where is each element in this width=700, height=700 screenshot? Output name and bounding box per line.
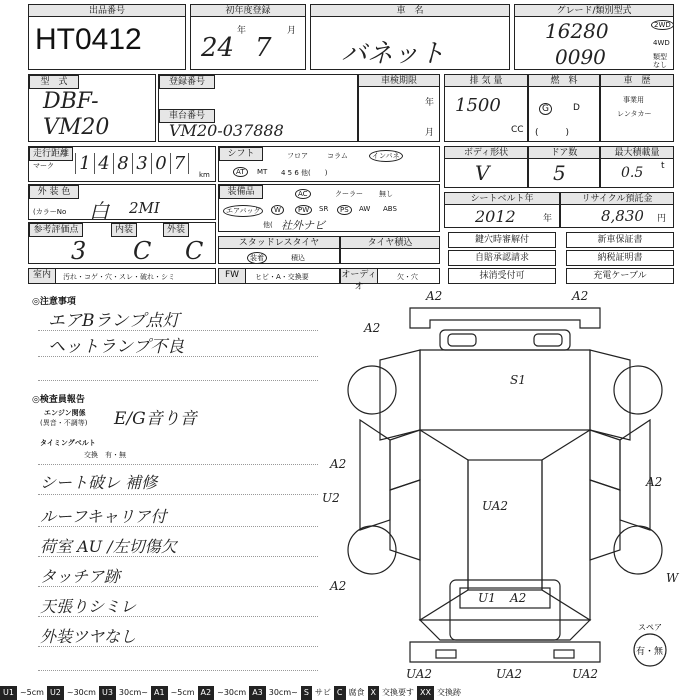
equip-sr: SR — [319, 205, 329, 213]
seatbelt-label: シートベルト年 — [445, 193, 559, 205]
damage-mark: A2 — [330, 457, 347, 471]
capacity-label: 最大積載量 — [601, 147, 673, 159]
fw-box — [218, 268, 340, 284]
legend-desc: ~30cm — [217, 688, 247, 697]
report-rule — [38, 586, 318, 587]
legend-key: A2 — [198, 686, 215, 700]
reg-no-label: 登録番号 — [159, 75, 215, 89]
history-business: 事業用 — [623, 96, 644, 104]
legend-key: U2 — [47, 686, 64, 700]
damage-mark: U2 — [322, 491, 340, 505]
note-rule — [38, 356, 318, 357]
equip-aw: AW — [359, 205, 371, 213]
legend-desc: 腐食 — [348, 688, 365, 697]
shift-floor: フロア — [287, 152, 308, 160]
damage-legend — [0, 686, 700, 700]
score-label: 参考評価点 — [29, 223, 83, 237]
inspector-engine-label: エンジン関係 — [44, 409, 86, 417]
grade-label: グレード/類別型式 — [515, 5, 673, 17]
damage-mark: UA2 — [496, 667, 523, 681]
mileage-digit: 1 — [75, 153, 94, 174]
note-line-2: ヘットランプ不良 — [48, 337, 184, 357]
chassis-label: 車台番号 — [159, 109, 215, 123]
equip-airbag: エアバッグ — [223, 205, 263, 217]
studless-loaded: 積込 — [291, 254, 305, 262]
legend-key: A3 — [249, 686, 266, 700]
audio-items: 欠・穴 — [397, 273, 418, 281]
spare-label: スペア — [638, 623, 662, 632]
doors-box — [528, 146, 600, 188]
inspection-month: 月 — [425, 128, 435, 138]
grade-4wd: 4WD — [653, 39, 670, 47]
legend-desc: 30cm~ — [268, 688, 298, 697]
equip-abs: ABS — [383, 205, 397, 213]
legend-desc: ~5cm — [170, 688, 195, 697]
fuel-d: D — [573, 103, 580, 113]
inspector-timing-sub: 交換 有・無 — [84, 451, 126, 459]
recycle-yen: 円 — [657, 214, 667, 224]
report-line-1: シート破レ 補修 — [40, 473, 158, 492]
shift-inpane: インパネ — [369, 150, 403, 162]
report-line-4: タッチア跡 — [40, 567, 121, 586]
studless-mounted: 装着 — [247, 252, 267, 264]
first-reg-month: 7 — [255, 33, 272, 63]
equip-other-label: 他( — [263, 221, 273, 229]
recycle-label: リサイクル預託金 — [561, 193, 673, 205]
fw-label: FW — [218, 268, 246, 284]
grade-none: 類型なし — [653, 53, 667, 69]
equip-ac: AC — [295, 189, 311, 199]
equip-none: 無し — [379, 190, 393, 198]
damage-mark: A2 — [572, 289, 589, 303]
damage-mark: U1 — [478, 591, 496, 605]
exterior-score: C — [185, 237, 204, 265]
doors-value: 5 — [553, 161, 566, 185]
legend-key: X — [368, 686, 379, 700]
studless-box — [218, 236, 340, 264]
body-value: V — [475, 161, 490, 185]
equip-pw: PW — [295, 205, 312, 215]
mileage-unit: km — [199, 171, 210, 179]
score-box — [28, 222, 216, 264]
note-line-1: エアBランプ点灯 — [48, 311, 180, 331]
legend-desc: ~5cm — [19, 688, 44, 697]
shift-column: コラム — [327, 152, 348, 160]
shift-at: AT — [233, 167, 248, 177]
inspector-engine-value: E/G音り音 — [114, 409, 197, 429]
mileage-digit: 7 — [170, 153, 189, 174]
model-box — [28, 74, 156, 142]
damage-mark: UA2 — [572, 667, 599, 681]
grade-2wd: 2WD — [651, 20, 674, 30]
inspection-year: 年 — [425, 98, 435, 108]
first-reg-month-unit: 月 — [287, 26, 297, 36]
capacity-box — [600, 146, 674, 188]
fuel-box — [528, 74, 600, 142]
inspector-engine-sub: (異音・不調等) — [40, 419, 88, 427]
interior-items: 汚れ・コゲ・穴・スレ・破れ・シミ — [63, 273, 175, 281]
mileage-digit: 8 — [113, 153, 132, 174]
note-rule — [38, 380, 318, 381]
color-box — [28, 184, 216, 223]
legend-key: XX — [417, 686, 434, 700]
lot-number: HT0412 — [35, 23, 142, 56]
damage-mark: W — [666, 571, 679, 585]
doc-key-warranty: 鍵穴時審解付 — [448, 232, 556, 248]
color-label: 外 装 色 — [29, 185, 79, 199]
doc-tax: 納税証明書 — [566, 250, 674, 266]
shift-gears: 4 5 6 他( ) — [281, 169, 328, 177]
first-reg-box — [190, 4, 306, 70]
recycle-box — [560, 192, 674, 228]
interior-label: 室内 — [28, 268, 56, 284]
mileage-box — [28, 146, 216, 182]
inspection-box — [358, 74, 440, 142]
model-label: 型 式 — [29, 75, 79, 89]
car-name-label: 車 名 — [311, 5, 509, 17]
engine-label: 排 気 量 — [445, 75, 527, 87]
damage-mark: A2 — [510, 591, 527, 605]
studless-label: スタッドレスタイヤ — [219, 237, 339, 249]
legend-desc: サビ — [314, 688, 331, 697]
report-rule — [38, 616, 318, 617]
notes-label: ◎注意事項 — [32, 297, 76, 307]
fuel-label: 燃 料 — [529, 75, 599, 87]
report-rule — [38, 464, 318, 465]
report-rule — [38, 526, 318, 527]
damage-mark: A2 — [426, 289, 443, 303]
exterior-score-label: 外装 — [163, 223, 189, 237]
score-value: 3 — [71, 237, 87, 265]
model-value-1: DBF- — [43, 89, 99, 114]
legend-key: U1 — [0, 686, 17, 700]
report-rule — [38, 646, 318, 647]
car-damage-diagram — [322, 289, 680, 681]
report-line-2: ルーフキャリア付 — [40, 507, 167, 526]
history-label: 車 歴 — [601, 75, 673, 87]
doc-deregistration: 抹消受付可 — [448, 268, 556, 284]
color-code: 2MI — [129, 199, 160, 217]
lot-box — [28, 4, 186, 70]
history-rental: レンタカー — [617, 110, 652, 118]
legend-desc: 交換跡 — [436, 688, 461, 697]
equip-ps: PS — [337, 205, 352, 215]
capacity-unit: t — [661, 161, 665, 171]
damage-mark: A2 — [330, 579, 347, 593]
seatbelt-year: 年 — [543, 214, 553, 224]
damage-mark: A2 — [364, 321, 381, 335]
equip-w: W — [271, 205, 284, 215]
interior-box — [28, 268, 216, 284]
reg-box — [158, 74, 358, 142]
mileage-digit: 4 — [94, 153, 113, 174]
equipment-box — [218, 184, 440, 232]
tire-label: タイヤ積込 — [341, 237, 439, 249]
car-name-value: バネット — [341, 39, 446, 69]
doc-new-car-warranty: 新車保証書 — [566, 232, 674, 248]
grade-line1: 16280 — [545, 19, 609, 43]
legend-desc: 30cm~ — [118, 688, 148, 697]
seatbelt-box — [444, 192, 560, 228]
doc-charge-cable: 充電ケーブル — [566, 268, 674, 284]
equipment-label: 装備品 — [219, 185, 263, 199]
legend-key: S — [301, 686, 312, 700]
history-box — [600, 74, 674, 142]
report-rule — [38, 670, 318, 671]
first-reg-label: 初年度登録 — [191, 5, 305, 17]
first-reg-year: 24 — [201, 33, 235, 63]
inspector-label: ◎検査員報告 — [32, 395, 85, 405]
mileage-mark: マーク — [33, 162, 54, 170]
car-name-box — [310, 4, 510, 70]
damage-mark: S1 — [510, 373, 526, 387]
equip-cooler: クーラー — [335, 190, 363, 198]
mileage-digit: 0 — [151, 153, 170, 174]
interior-score: C — [133, 237, 152, 265]
fuel-other: ( ) — [535, 128, 570, 138]
engine-value: 1500 — [455, 95, 501, 116]
report-line-5: 天張りシミレ — [40, 597, 137, 616]
report-rule — [38, 556, 318, 557]
engine-box — [444, 74, 528, 142]
color-value: 白 — [89, 199, 109, 223]
grade-box — [514, 4, 674, 70]
shift-box — [218, 146, 440, 182]
audio-box — [340, 268, 440, 292]
audio-label: オーディオ — [341, 270, 377, 292]
first-reg-year-unit: 年 — [237, 26, 247, 36]
legend-key: U3 — [99, 686, 116, 700]
legend-key: C — [334, 686, 346, 700]
inspection-label: 車検期限 — [359, 75, 439, 87]
lot-label: 出品番号 — [29, 5, 185, 17]
recycle-value: 8,830 — [601, 207, 644, 225]
mileage-digit: 3 — [132, 153, 151, 174]
report-line-3: 荷室 AU /左切傷欠 — [40, 537, 177, 556]
grade-line2: 0090 — [555, 45, 606, 69]
legend-desc: ~30cm — [66, 688, 96, 697]
color-code-label: (カラーNo — [33, 208, 67, 216]
body-label: ボディ形状 — [445, 147, 527, 159]
inspector-timing-label: タイミングベルト — [40, 439, 96, 447]
damage-mark: UA2 — [482, 499, 509, 513]
damage-mark: UA2 — [406, 667, 433, 681]
report-rule — [38, 494, 318, 495]
note-rule — [38, 330, 318, 331]
shift-mt: MT — [257, 168, 268, 176]
spare-value: 有・無 — [636, 647, 664, 657]
doc-insurance: 自賠承認請求 — [448, 250, 556, 266]
mileage-digits — [75, 153, 189, 174]
body-box — [444, 146, 528, 188]
capacity-value: 0.5 — [621, 165, 644, 181]
legend-desc: 交換要す — [381, 688, 414, 697]
model-value-2: VM20 — [43, 115, 110, 140]
report-line-6: 外装ツヤなし — [40, 627, 137, 646]
fuel-g: G — [539, 103, 552, 115]
engine-unit: CC — [511, 125, 524, 135]
doors-label: ドア数 — [529, 147, 599, 159]
tire-box — [340, 236, 440, 264]
interior-score-label: 内装 — [111, 223, 137, 237]
seatbelt-value: 2012 — [475, 207, 516, 226]
equip-other: 社外ナビ — [281, 219, 325, 232]
damage-mark: A2 — [646, 475, 663, 489]
chassis-value: VM20-037888 — [169, 121, 284, 140]
shift-label: シフト — [219, 147, 263, 161]
mileage-label: 走行距離 — [29, 147, 73, 161]
fw-items: ヒビ・A・交換要 — [255, 273, 309, 281]
legend-key: A1 — [151, 686, 168, 700]
